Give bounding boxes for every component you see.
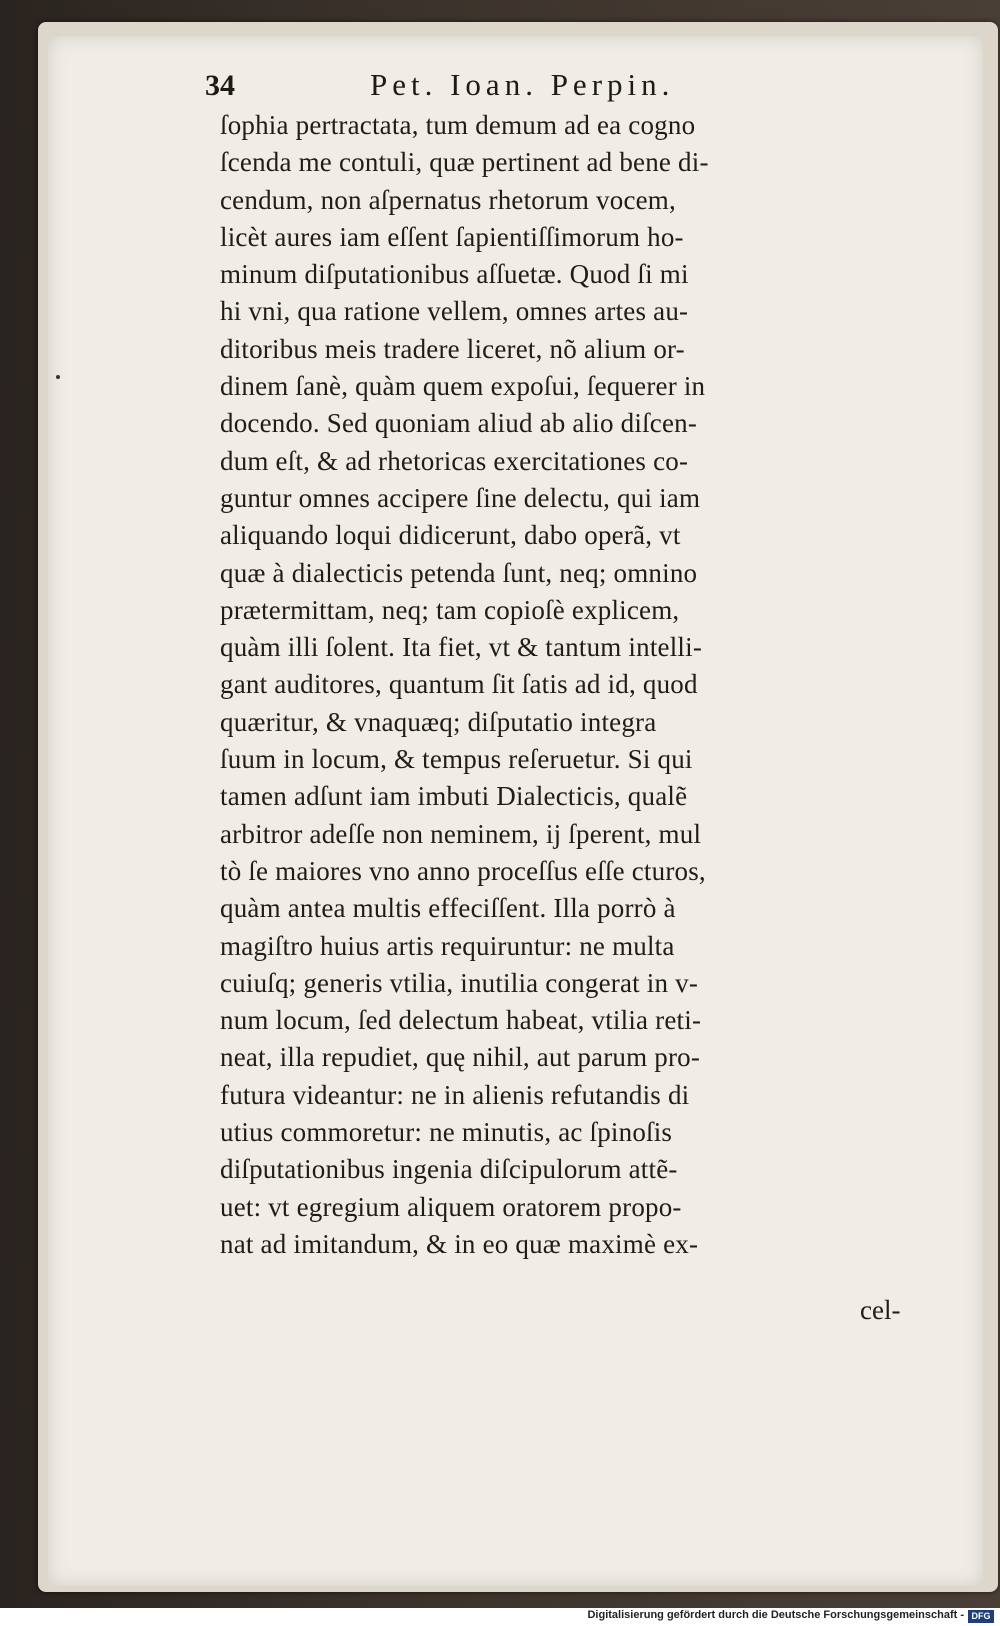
text-line: tò ſe maiores vno anno proceſſus eſſe cturos,	[220, 855, 706, 886]
text-line: ſuum in locum, & tempus reſeruetur. Si qui	[220, 744, 693, 775]
text-line: utius commoretur: ne minutis, ac ſpinoſis	[220, 1117, 673, 1148]
text-line: cendum, non aſpernatus rhetorum vocem,	[220, 184, 676, 215]
text-line: diſputationibus ingenia diſcipulorum attẽ-	[220, 1154, 678, 1185]
dfg-logo-icon: DFG	[968, 1610, 994, 1623]
page-number: 34	[205, 69, 235, 102]
text-line: arbitror adeſſe non neminem, ij ſperent, mul	[220, 818, 702, 849]
body-text	[220, 107, 950, 1263]
text-line: num locum, ſed delectum habeat, vtilia reti-	[220, 1005, 702, 1036]
text-line: uet: vt egregium aliquem oratorem propo-	[220, 1191, 682, 1222]
running-head: Pet. Ioan. Perpin.	[370, 67, 675, 102]
text-line: tamen adſunt iam imbuti Dialecticis, qualẽ	[220, 781, 688, 812]
text-line: magiſtro huius artis requiruntur: ne multa	[220, 930, 675, 961]
text-line: quæritur, & vnaquæq; diſputatio integra	[220, 706, 657, 737]
text-line: futura videantur: ne in alienis refutandis di	[220, 1079, 690, 1110]
text-line: dum eſt, & ad rhetoricas exercitationes co-	[220, 445, 689, 476]
text-line: quàm antea multis effeciſſent. Illa porrò à	[220, 893, 676, 924]
ink-speck	[56, 375, 60, 379]
text-line: gant auditores, quantum ſit ſatis ad id, quod	[220, 669, 698, 700]
text-line: nat ad imitandum, & in eo quæ maximè ex-	[220, 1228, 699, 1259]
text-line: ſcenda me contuli, quæ pertinent ad bene di-	[220, 147, 709, 178]
text-line: neat, illa repudiet, quę nihil, aut parum pro-	[220, 1042, 701, 1073]
text-line: quàm illi ſolent. Ita fiet, vt & tantum intelli-	[220, 632, 703, 663]
text-line: quæ à dialecticis petenda ſunt, neq; omnino	[220, 557, 698, 588]
text-line: guntur omnes accipere ſine delectu, qui iam	[220, 482, 701, 513]
text-line: prætermittam, neq; tam copioſè explicem,	[220, 594, 680, 625]
page-header	[205, 67, 765, 107]
text-line: docendo. Sed quoniam aliud ab alio diſcen-	[220, 408, 698, 439]
text-line: cuiuſq; generis vtilia, inutilia congerat in v-	[220, 967, 699, 998]
text-line: ditoribus meis tradere liceret, nõ alium or-	[220, 333, 685, 364]
funding-credit: Digitalisierung gefördert durch die Deutsche Forschungsgemeinschaft -	[587, 1609, 964, 1621]
text-line: dinem ſanè, quàm quem expoſui, ſequerer in	[220, 371, 706, 402]
text-line: aliquando loqui didicerunt, dabo operã, vt	[220, 520, 681, 551]
text-line: ſophia pertractata, tum demum ad ea cogno	[220, 110, 696, 140]
text-line: licèt aures iam eſſent ſapientiſſimorum ho-	[220, 221, 684, 252]
text-line: hi vni, qua ratione vellem, omnes artes au-	[220, 296, 689, 327]
catchword: cel-	[860, 1295, 901, 1325]
digitization-footer	[0, 1608, 1000, 1626]
text-line: minum diſputationibus aſſuetæ. Quod ſi mi	[220, 259, 689, 290]
